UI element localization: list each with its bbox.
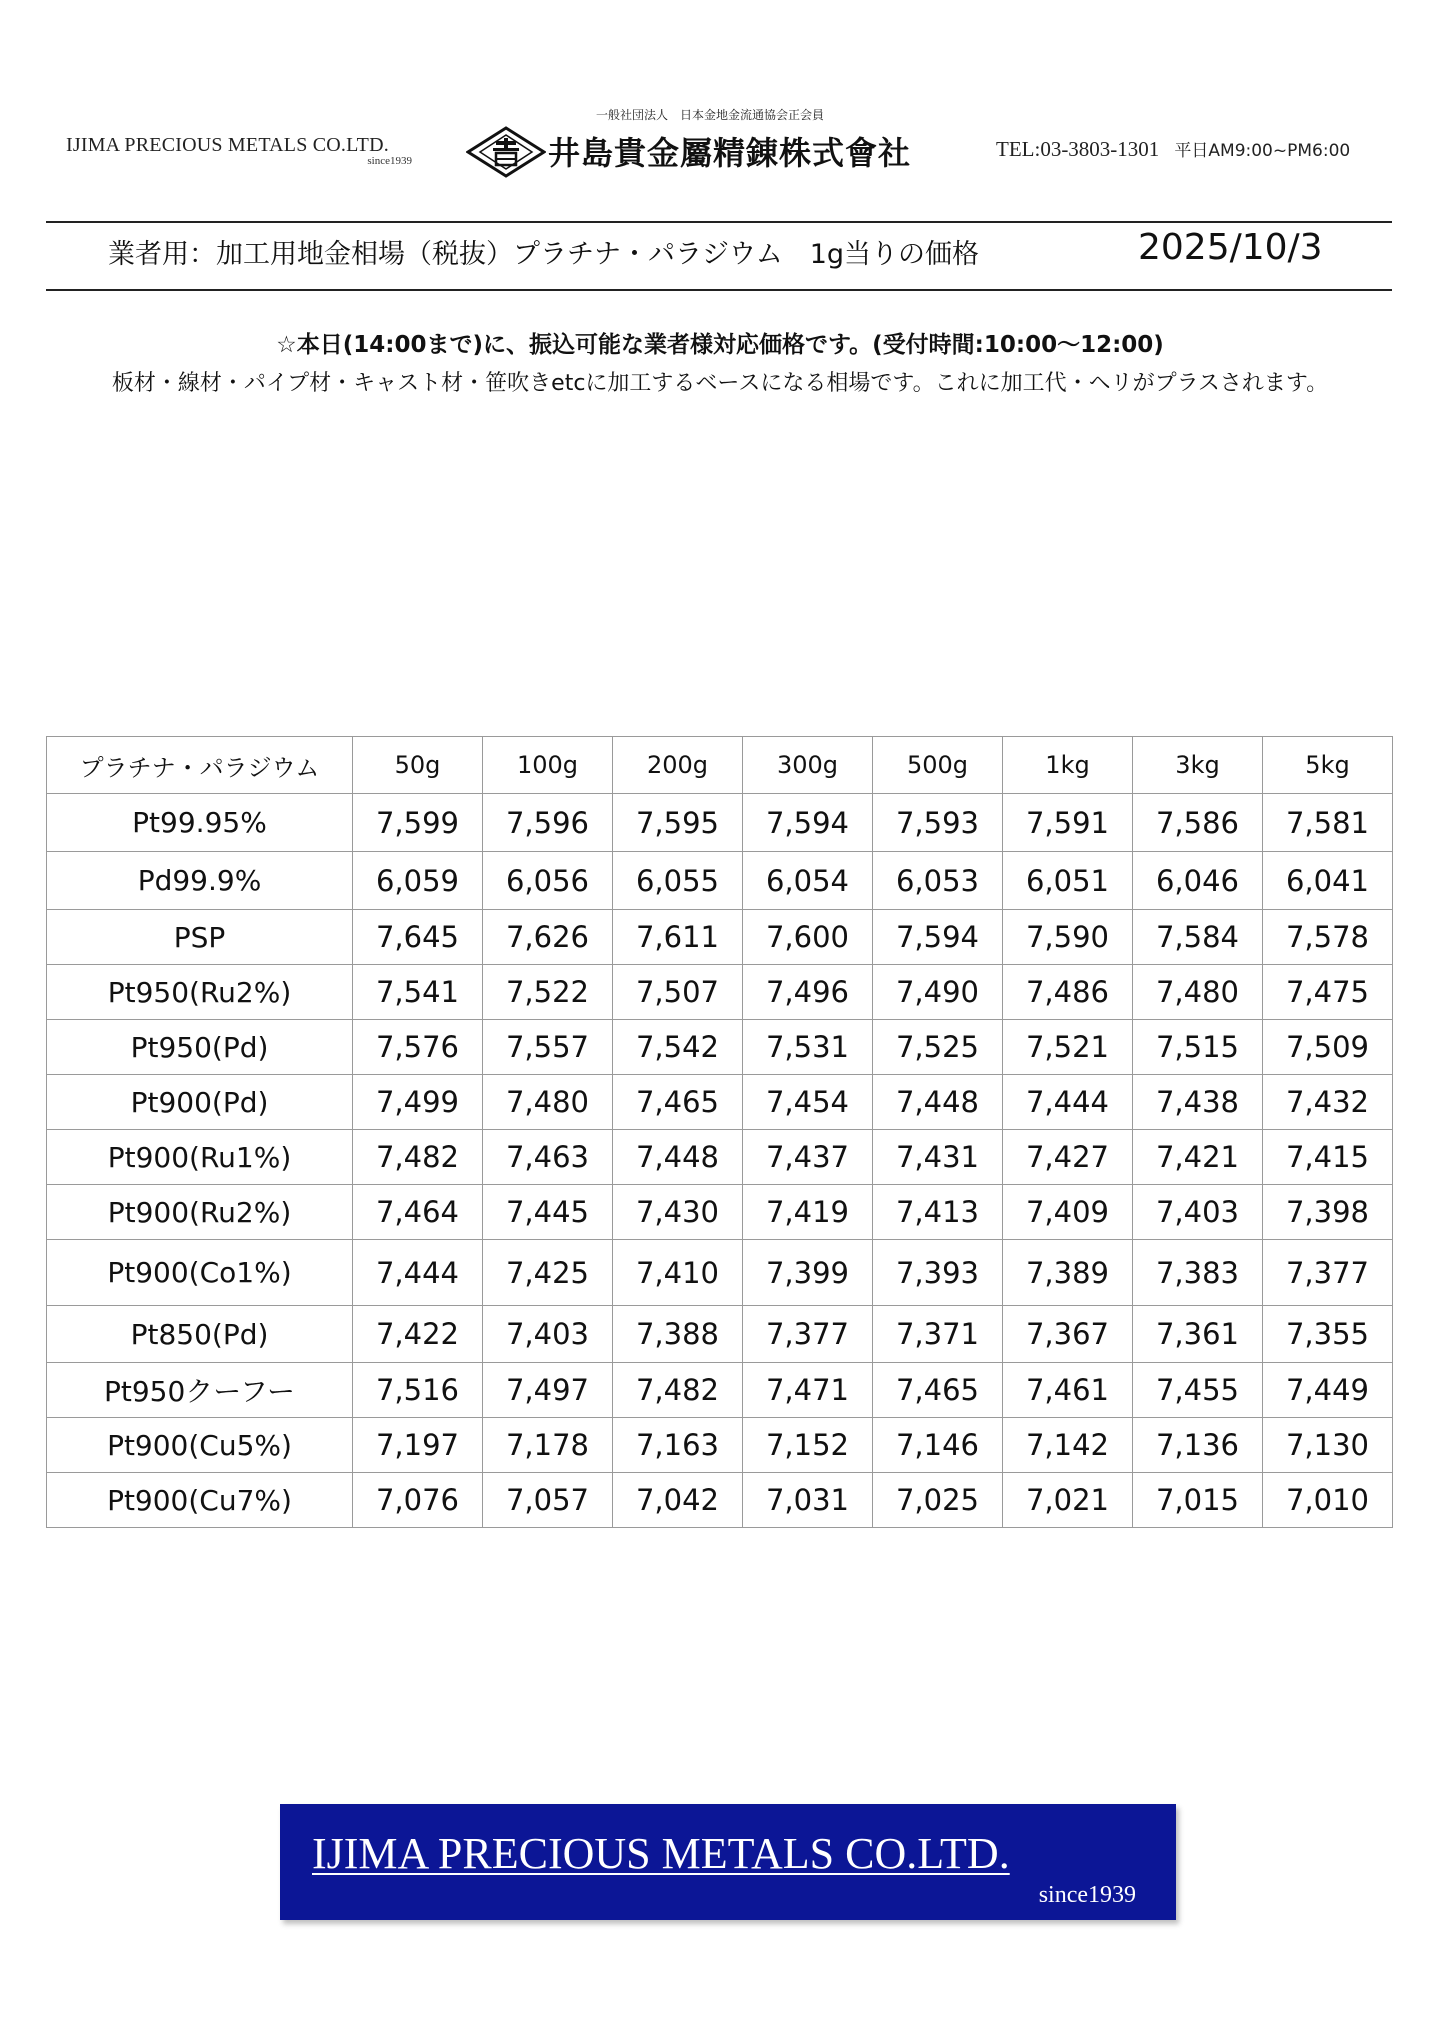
price-cell: 6,054 xyxy=(743,852,873,910)
notice-main: ☆本日(14:00まで)に、振込可能な業者様対応価格です。(受付時間:10:00～12:00) xyxy=(276,332,1164,358)
table-row xyxy=(47,1418,1393,1473)
price-cell: 6,046 xyxy=(1133,852,1263,910)
price-cell: 7,178 xyxy=(483,1418,613,1473)
row-label: Pt950(Ru2%) xyxy=(47,965,353,1020)
price-cell: 7,541 xyxy=(353,965,483,1020)
price-cell: 7,480 xyxy=(483,1075,613,1130)
row-label: Pt950クーフー xyxy=(47,1363,353,1418)
table-row xyxy=(47,1473,1393,1528)
price-cell: 7,015 xyxy=(1133,1473,1263,1528)
price-cell: 7,409 xyxy=(1003,1185,1133,1240)
price-cell: 7,496 xyxy=(743,965,873,1020)
company-name-en-block xyxy=(66,134,416,167)
price-cell: 7,031 xyxy=(743,1473,873,1528)
price-cell: 7,421 xyxy=(1133,1130,1263,1185)
price-cell: 7,445 xyxy=(483,1185,613,1240)
price-cell: 7,463 xyxy=(483,1130,613,1185)
price-cell: 7,425 xyxy=(483,1240,613,1306)
price-cell: 7,361 xyxy=(1133,1306,1263,1363)
page-title: 業者用：加工用地金相場（税抜）プラチナ・パラジウム 1g当りの価格 xyxy=(108,239,980,270)
price-cell: 7,419 xyxy=(743,1185,873,1240)
price-cell: 7,448 xyxy=(613,1130,743,1185)
title-bottom-rule xyxy=(46,289,1392,291)
price-cell: 7,130 xyxy=(1263,1418,1393,1473)
row-label: PSP xyxy=(47,910,353,965)
price-cell: 7,377 xyxy=(743,1306,873,1363)
price-cell: 7,389 xyxy=(1003,1240,1133,1306)
price-cell: 7,197 xyxy=(353,1418,483,1473)
company-name-en: IJIMA PRECIOUS METALS CO.LTD. xyxy=(66,134,389,156)
price-cell: 7,611 xyxy=(613,910,743,965)
price-cell: 7,600 xyxy=(743,910,873,965)
business-hours: 平日AM9:00~PM6:00 xyxy=(1174,141,1351,161)
price-cell: 7,599 xyxy=(353,794,483,852)
price-cell: 7,398 xyxy=(1263,1185,1393,1240)
notice-sub: 板材・線材・パイプ材・キャスト材・笹吹きetcに加工するベースになる相場です。これに加工代・ヘリがプラスされます。 xyxy=(111,371,1329,396)
price-cell: 7,586 xyxy=(1133,794,1263,852)
table-row xyxy=(47,910,1393,965)
price-cell: 7,413 xyxy=(873,1185,1003,1240)
price-cell: 7,163 xyxy=(613,1418,743,1473)
company-seal-icon xyxy=(466,126,546,178)
row-label: Pt850(Pd) xyxy=(47,1306,353,1363)
row-label: Pt900(Cu7%) xyxy=(47,1473,353,1528)
price-cell: 7,076 xyxy=(353,1473,483,1528)
price-cell: 7,465 xyxy=(873,1363,1003,1418)
price-cell: 7,393 xyxy=(873,1240,1003,1306)
price-cell: 7,594 xyxy=(743,794,873,852)
price-cell: 7,516 xyxy=(353,1363,483,1418)
row-label: Pt900(Ru1%) xyxy=(47,1130,353,1185)
price-cell: 7,383 xyxy=(1133,1240,1263,1306)
price-cell: 7,482 xyxy=(613,1363,743,1418)
price-cell: 7,497 xyxy=(483,1363,613,1418)
header-weight: 1kg xyxy=(1003,737,1133,794)
table-row xyxy=(47,852,1393,910)
price-cell: 7,509 xyxy=(1263,1020,1393,1075)
price-cell: 7,427 xyxy=(1003,1130,1133,1185)
price-cell: 7,464 xyxy=(353,1185,483,1240)
table-row xyxy=(47,1306,1393,1363)
price-cell: 7,626 xyxy=(483,910,613,965)
company-name-jp: 井島貴金屬精錬株式會社 xyxy=(548,134,912,172)
price-cell: 7,522 xyxy=(483,965,613,1020)
price-cell: 7,437 xyxy=(743,1130,873,1185)
price-cell: 7,430 xyxy=(613,1185,743,1240)
price-cell: 7,422 xyxy=(353,1306,483,1363)
row-label: Pd99.9% xyxy=(47,852,353,910)
price-cell: 7,576 xyxy=(353,1020,483,1075)
header-weight: 300g xyxy=(743,737,873,794)
price-cell: 7,142 xyxy=(1003,1418,1133,1473)
price-cell: 7,371 xyxy=(873,1306,1003,1363)
price-cell: 6,059 xyxy=(353,852,483,910)
price-cell: 7,136 xyxy=(1133,1418,1263,1473)
price-cell: 7,432 xyxy=(1263,1075,1393,1130)
price-cell: 7,594 xyxy=(873,910,1003,965)
header-weight: 200g xyxy=(613,737,743,794)
telephone: TEL:03-3803-1301 xyxy=(996,137,1160,161)
price-cell: 7,490 xyxy=(873,965,1003,1020)
price-cell: 7,454 xyxy=(743,1075,873,1130)
price-cell: 7,057 xyxy=(483,1473,613,1528)
price-cell: 6,041 xyxy=(1263,852,1393,910)
row-label: Pt900(Pd) xyxy=(47,1075,353,1130)
price-cell: 6,055 xyxy=(613,852,743,910)
company-banner xyxy=(280,1804,1176,1920)
price-table xyxy=(46,736,1393,1528)
price-cell: 7,507 xyxy=(613,965,743,1020)
price-cell: 6,051 xyxy=(1003,852,1133,910)
banner-since: since1939 xyxy=(1038,1882,1136,1908)
row-label: Pt99.95% xyxy=(47,794,353,852)
price-date: 2025/10/3 xyxy=(1138,227,1323,268)
price-cell: 7,021 xyxy=(1003,1473,1133,1528)
price-cell: 7,444 xyxy=(1003,1075,1133,1130)
price-cell: 7,590 xyxy=(1003,910,1133,965)
price-cell: 7,465 xyxy=(613,1075,743,1130)
price-cell: 7,431 xyxy=(873,1130,1003,1185)
price-cell: 7,475 xyxy=(1263,965,1393,1020)
price-cell: 7,482 xyxy=(353,1130,483,1185)
price-cell: 6,053 xyxy=(873,852,1003,910)
price-cell: 7,403 xyxy=(1133,1185,1263,1240)
price-cell: 7,595 xyxy=(613,794,743,852)
header-weight: 5kg xyxy=(1263,737,1393,794)
price-cell: 7,025 xyxy=(873,1473,1003,1528)
price-cell: 7,444 xyxy=(353,1240,483,1306)
association-membership: 一般社団法人 日本金地金流通協会正会員 xyxy=(596,108,825,122)
table-row xyxy=(47,1020,1393,1075)
price-cell: 7,449 xyxy=(1263,1363,1393,1418)
price-cell: 7,410 xyxy=(613,1240,743,1306)
banner-company-name: IJIMA PRECIOUS METALS CO.LTD. xyxy=(312,1829,1010,1878)
price-cell: 7,042 xyxy=(613,1473,743,1528)
price-cell: 7,581 xyxy=(1263,794,1393,852)
price-cell: 7,645 xyxy=(353,910,483,965)
table-row xyxy=(47,1185,1393,1240)
price-cell: 6,056 xyxy=(483,852,613,910)
price-cell: 7,531 xyxy=(743,1020,873,1075)
price-cell: 7,010 xyxy=(1263,1473,1393,1528)
price-cell: 7,557 xyxy=(483,1020,613,1075)
price-cell: 7,578 xyxy=(1263,910,1393,965)
price-cell: 7,525 xyxy=(873,1020,1003,1075)
table-row xyxy=(47,1363,1393,1418)
header-weight: 500g xyxy=(873,737,1003,794)
price-cell: 7,403 xyxy=(483,1306,613,1363)
price-cell: 7,515 xyxy=(1133,1020,1263,1075)
price-cell: 7,499 xyxy=(353,1075,483,1130)
price-cell: 7,593 xyxy=(873,794,1003,852)
price-cell: 7,388 xyxy=(613,1306,743,1363)
row-label: Pt900(Cu5%) xyxy=(47,1418,353,1473)
price-cell: 7,584 xyxy=(1133,910,1263,965)
row-label: Pt900(Co1%) xyxy=(47,1240,353,1306)
price-cell: 7,471 xyxy=(743,1363,873,1418)
price-cell: 7,480 xyxy=(1133,965,1263,1020)
table-row xyxy=(47,1130,1393,1185)
table-row xyxy=(47,1075,1393,1130)
price-table-body xyxy=(47,794,1393,1528)
row-label: Pt950(Pd) xyxy=(47,1020,353,1075)
row-label: Pt900(Ru2%) xyxy=(47,1185,353,1240)
price-cell: 7,415 xyxy=(1263,1130,1393,1185)
table-header-row xyxy=(47,737,1393,794)
price-cell: 7,448 xyxy=(873,1075,1003,1130)
price-cell: 7,486 xyxy=(1003,965,1133,1020)
price-cell: 7,438 xyxy=(1133,1075,1263,1130)
table-row xyxy=(47,965,1393,1020)
price-cell: 7,377 xyxy=(1263,1240,1393,1306)
price-cell: 7,399 xyxy=(743,1240,873,1306)
price-cell: 7,596 xyxy=(483,794,613,852)
price-cell: 7,461 xyxy=(1003,1363,1133,1418)
header-metal: プラチナ・パラジウム xyxy=(47,737,353,794)
table-row xyxy=(47,1240,1393,1306)
price-cell: 7,152 xyxy=(743,1418,873,1473)
header-weight: 3kg xyxy=(1133,737,1263,794)
table-row xyxy=(47,794,1393,852)
header-weight: 50g xyxy=(353,737,483,794)
price-cell: 7,367 xyxy=(1003,1306,1133,1363)
price-cell: 7,591 xyxy=(1003,794,1133,852)
price-cell: 7,355 xyxy=(1263,1306,1393,1363)
price-cell: 7,146 xyxy=(873,1418,1003,1473)
price-cell: 7,521 xyxy=(1003,1020,1133,1075)
header-weight: 100g xyxy=(483,737,613,794)
company-since: since1939 xyxy=(367,155,412,167)
title-top-rule xyxy=(46,221,1392,223)
price-cell: 7,542 xyxy=(613,1020,743,1075)
contact-info xyxy=(996,136,1350,162)
price-cell: 7,455 xyxy=(1133,1363,1263,1418)
